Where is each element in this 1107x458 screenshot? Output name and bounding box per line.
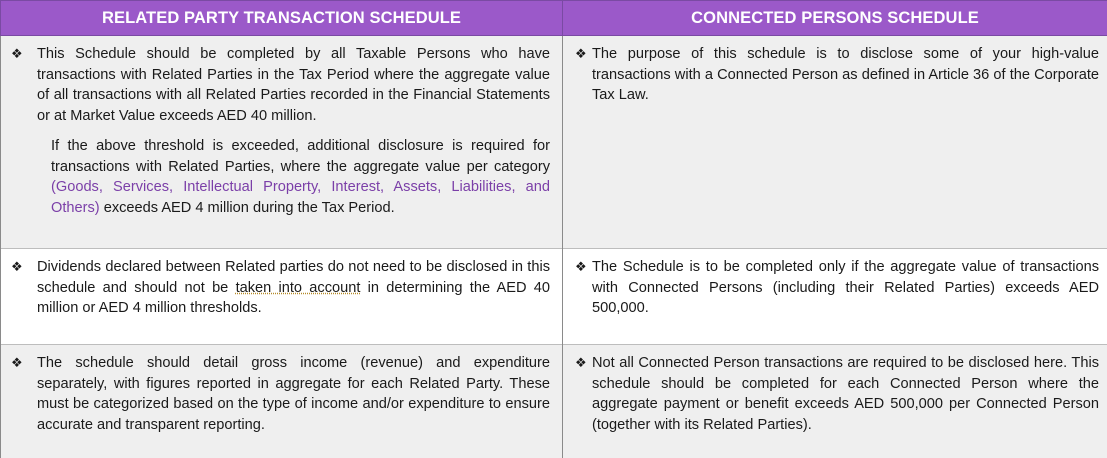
related-party-cell-2 [1,249,563,345]
diamond-bullet-icon: ❖ [575,44,592,106]
bullet-text: The purpose of this schedule is to disclose some of your high-value transactions with a Connected Person as defined in Article 36 of the Corporate Tax Law. [592,44,1099,106]
diamond-bullet-icon: ❖ [9,353,37,435]
list-item [1,345,562,435]
related-party-cell-3 [1,345,563,458]
categories-highlight: (Goods, Services, Intellectual Property, Interest, Assets, Liabilities, and Others) [51,179,550,216]
list-item [1,249,562,319]
diamond-bullet-icon: ❖ [575,353,592,435]
list-item [563,345,1107,435]
diamond-bullet-icon: ❖ [575,257,592,319]
bullet-text: Not all Connected Person transactions are required to be disclosed here. This schedule should be completed for each Connected Person where the aggregate payment or benefit exceeds AED 500,000 per Connected Person (together with its Related Parties). [592,353,1099,435]
diamond-bullet-icon: ❖ [9,257,37,319]
header-row [1,1,1107,36]
table-row [1,36,1107,249]
table-row [1,249,1107,345]
bullet-text: The schedule should detail gross income (revenue) and expenditure separately, with figures reported in aggregate for each Related Party. These must be categorized based on the type of income and/or expenditure to ensure accurate and transparent reporting. [37,353,550,435]
table-row [1,345,1107,458]
text-part: Dividends declared between Related parties do not need to be disclosed in this schedule and should not be [37,259,550,296]
connected-persons-cell-2 [563,249,1107,345]
list-item [1,36,562,126]
underlined-phrase: taken into account [236,280,361,296]
threshold-paragraph [1,126,562,218]
paragraph-text: If the above threshold is exceeded, additional disclosure is required for transactions with Related Parties, where the aggregate value per category [51,138,550,175]
paragraph-text-end: exceeds AED 4 million during the Tax Period. [100,200,395,216]
text-part-end: in determining the AED 40 million or AED 4 million thresholds. [37,280,550,317]
list-item [563,36,1107,106]
bullet-text: The Schedule is to be completed only if the aggregate value of transactions with Connected Persons (including their Related Parties) exceeds AED 500,000. [592,257,1099,319]
diamond-bullet-icon: ❖ [9,44,37,126]
connected-persons-cell-3 [563,345,1107,458]
list-item [563,249,1107,319]
related-party-cell-1 [1,36,563,249]
header-related-party: RELATED PARTY TRANSACTION SCHEDULE [1,1,563,36]
connected-persons-cell-1 [563,36,1107,249]
header-connected-persons: CONNECTED PERSONS SCHEDULE [563,1,1107,36]
bullet-text [37,257,550,319]
bullet-text: This Schedule should be completed by all Taxable Persons who have transactions with Related Parties in the Tax Period where the aggregate value of all transactions with all Related Parties recorded in the Financial Statements or at Market Value exceeds AED 40 million. [37,44,550,126]
